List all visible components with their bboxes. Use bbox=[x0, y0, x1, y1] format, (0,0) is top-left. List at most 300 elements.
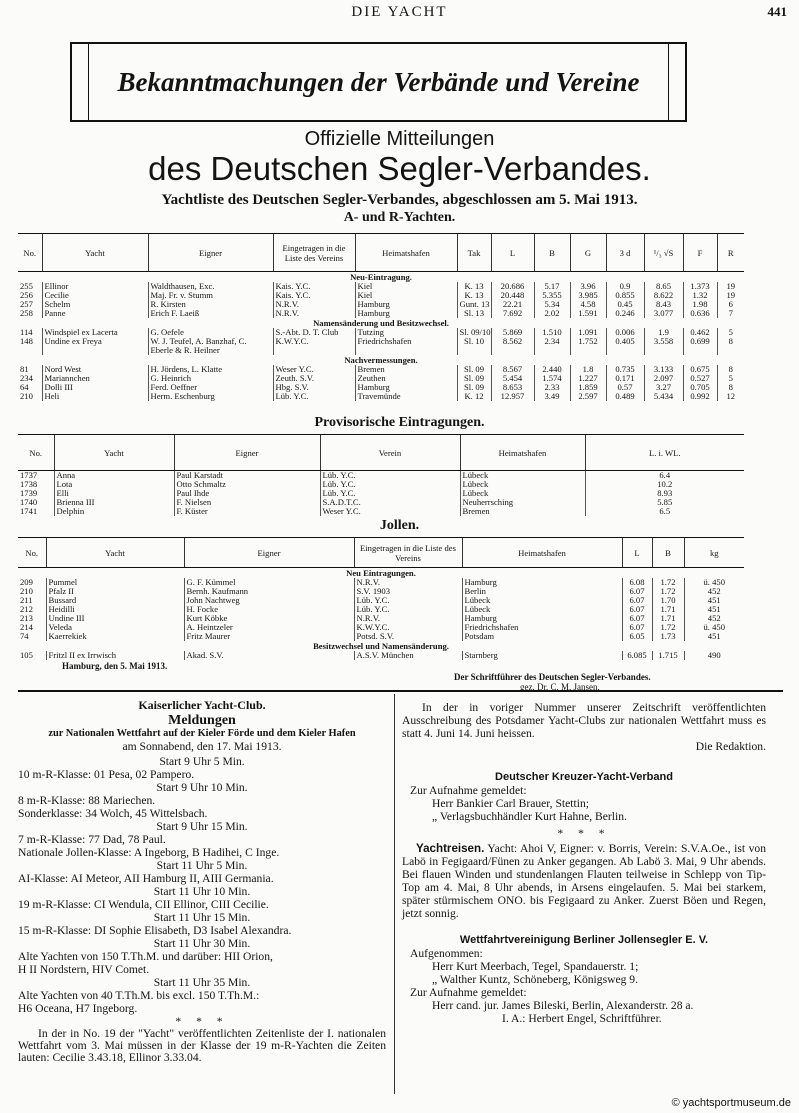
table-cell: 0.675 bbox=[683, 365, 717, 374]
table-cell: Lüb. Y.C. bbox=[354, 596, 462, 605]
yachtreisen-text: Yacht: Ahoi V, Eigner: v. Borris, Verein: S.V.A.Oe., ist von Labö in Fegigaard/Fünen zu Anker gegangen. Ab Labö 3. Mai, 9 Uhr abends. Bei flauen Winden und stundenlangen Flauten teilweise in Schlepp von Tip-Top am 4. Mai, 8 Uhr abends, in Arsens eingelaufen. 5. Mai bei starkem, später stürmischem ONO. bis Fegigaard zu Anker. Zuerst Böen und Regen, jetzt sonnig. bbox=[402, 842, 767, 920]
table-cell: Akad. S.V. bbox=[184, 651, 354, 660]
table-cell: Delphin bbox=[54, 507, 174, 516]
table-cell: 451 bbox=[684, 596, 744, 605]
table-cell: Sl. 09 bbox=[457, 374, 491, 383]
table-cell: Kaerrekiek bbox=[46, 632, 184, 641]
table-cell: ü. 450 bbox=[684, 578, 744, 587]
table-cell: 257 bbox=[20, 300, 33, 309]
table-cell: G. Oefele bbox=[148, 328, 273, 337]
table-row bbox=[18, 578, 744, 587]
section-label: Neu Eintragungen. bbox=[346, 568, 416, 578]
table-cell: Lübeck bbox=[460, 480, 585, 489]
table-row bbox=[18, 507, 744, 516]
member-line: Aufgenommen: bbox=[410, 947, 483, 960]
table-cell: Hamburg bbox=[355, 300, 457, 309]
column-header: R bbox=[717, 234, 744, 272]
member-line: Zur Aufnahme gemeldet: bbox=[410, 986, 527, 999]
table-cell: Lüb. Y.C. bbox=[320, 489, 460, 498]
table-cell: 1.859 bbox=[570, 383, 606, 392]
member-line: „ Walther Kuntz, Schöneberg, Königsweg 9. bbox=[432, 973, 638, 986]
class-entry: Nationale Jollen-Klasse: A Ingeborg, B Hadihei, C Inge. bbox=[18, 846, 280, 859]
table-cell: 1.510 bbox=[534, 328, 570, 337]
table-cell: 1.715 bbox=[652, 651, 684, 660]
table-cell: 0.992 bbox=[683, 392, 717, 401]
table-cell: 0.405 bbox=[606, 337, 644, 355]
table-row bbox=[18, 596, 744, 605]
column-header: No. bbox=[18, 435, 54, 471]
table-cell: 6 bbox=[717, 300, 744, 309]
table-cell: Heidilli bbox=[46, 605, 184, 614]
section-row bbox=[18, 318, 744, 328]
table-cell: 0.855 bbox=[606, 291, 644, 300]
table-cell: 0.9 bbox=[606, 282, 644, 291]
banner-text: Bekanntmachungen der Verbände und Vereine bbox=[88, 44, 669, 120]
table-cell: 1739 bbox=[20, 489, 38, 498]
table-cell: Neuherrsching bbox=[460, 498, 585, 507]
table-cell: 210 bbox=[20, 587, 33, 596]
jollensegler-heading: Wettfahrtvereinigung Berliner Jollensegler E. V. bbox=[459, 934, 709, 946]
table-cell: 5.454 bbox=[491, 374, 534, 383]
start-time: Start 11 Uhr 10 Min. bbox=[153, 885, 251, 898]
table-cell: 0.57 bbox=[606, 383, 644, 392]
table-cell: Hbg. S.V. bbox=[273, 383, 355, 392]
table-cell: K.W.Y.C. bbox=[354, 623, 462, 632]
table-cell: 1.72 bbox=[652, 623, 684, 632]
table-cell: 2.597 bbox=[570, 392, 606, 401]
table-cell: 22.21 bbox=[491, 300, 534, 309]
member-line: „ Verlagsbuchhändler Kurt Hahne, Berlin. bbox=[432, 810, 627, 823]
table-cell: Paul Ihde bbox=[174, 489, 320, 498]
table-cell: K. 13 bbox=[457, 291, 491, 300]
table-cell: 8 bbox=[717, 365, 744, 374]
event-date: am Sonnabend, den 17. Mai 1913. bbox=[122, 740, 282, 753]
section-row bbox=[18, 641, 744, 651]
table-cell: 8.562 bbox=[491, 337, 534, 355]
table-cell: Bussard bbox=[46, 596, 184, 605]
table-cell: Kiel bbox=[355, 291, 457, 300]
watermark: © yachtsportmuseum.de bbox=[671, 1097, 791, 1109]
table-cell: 0.462 bbox=[683, 328, 717, 337]
table-cell: Travemünde bbox=[355, 392, 457, 401]
member-line: Zur Aufnahme gemeldet: bbox=[410, 784, 527, 797]
table-cell: Zeuth. S.V. bbox=[273, 374, 355, 383]
table-cell: 210 bbox=[20, 392, 33, 401]
table-cell: 2.440 bbox=[534, 365, 570, 374]
table-cell: 1.227 bbox=[570, 374, 606, 383]
table-cell: Weser Y.C. bbox=[273, 365, 355, 374]
table-row bbox=[18, 605, 744, 614]
table-cell: Zeuthen bbox=[355, 374, 457, 383]
table-cell: Elli bbox=[54, 489, 174, 498]
ar-yachts-table bbox=[18, 233, 744, 401]
jollen-table bbox=[18, 537, 744, 660]
column-header: Heimatshafen bbox=[460, 435, 585, 471]
table-cell: 8.43 bbox=[644, 300, 683, 309]
table-cell: S.V. 1903 bbox=[354, 587, 462, 596]
start-time: Start 11 Uhr 15 Min. bbox=[153, 911, 251, 924]
table-cell: Ellinor bbox=[42, 282, 148, 291]
table-cell: 1.70 bbox=[652, 596, 684, 605]
table-cell: Bremen bbox=[355, 365, 457, 374]
table-cell: 2.097 bbox=[644, 374, 683, 383]
column-header: Eigner bbox=[184, 538, 354, 568]
table-cell: 1.73 bbox=[652, 632, 684, 641]
section-label: Neu-Eintragung. bbox=[350, 272, 412, 282]
table-cell: Friedrichshafen bbox=[462, 623, 622, 632]
table-cell: 255 bbox=[20, 282, 33, 291]
table-cell: 3.96 bbox=[570, 282, 606, 291]
table-cell: W. J. Teufel, A. Banzhaf, C. Eberle & R. Heilner bbox=[148, 337, 273, 355]
table-cell: 213 bbox=[20, 614, 33, 623]
table-cell: 8.65 bbox=[644, 282, 683, 291]
table-cell: 12.957 bbox=[491, 392, 534, 401]
yachtreisen-label: Yachtreisen. bbox=[416, 842, 485, 855]
table-row bbox=[18, 383, 744, 392]
table-cell: 1.71 bbox=[652, 614, 684, 623]
table-cell: S.A.D.T.C. bbox=[320, 498, 460, 507]
column-header: Yacht bbox=[54, 435, 174, 471]
table-row bbox=[18, 300, 744, 309]
table-cell: 1.373 bbox=[683, 282, 717, 291]
jollen-heading: Jollen. bbox=[379, 518, 420, 533]
subtitle-association: des Deutschen Segler-Verbandes. bbox=[148, 150, 651, 187]
table-cell: Veleda bbox=[46, 623, 184, 632]
table-cell: Waldthausen, Exc. bbox=[148, 282, 273, 291]
table-cell: Mariannchen bbox=[42, 374, 148, 383]
table-cell: 3.077 bbox=[644, 309, 683, 318]
table-cell: 7.692 bbox=[491, 309, 534, 318]
column-divider bbox=[394, 694, 395, 1094]
table-row bbox=[18, 480, 744, 489]
table-cell: 0.45 bbox=[606, 300, 644, 309]
separator-stars: * * * bbox=[175, 1015, 229, 1028]
table-cell: 5.17 bbox=[534, 282, 570, 291]
table-cell: F. Nielsen bbox=[174, 498, 320, 507]
provisional-heading: Provisorische Eintragungen. bbox=[314, 415, 485, 430]
column-header: No. bbox=[18, 234, 42, 272]
table-cell: 12 bbox=[717, 392, 744, 401]
class-entry: AI-Klasse: AI Meteor, AII Hamburg II, AIII Germania. bbox=[18, 872, 274, 885]
class-entry: 19 m-R-Klasse: CI Wendula, CII Ellinor, CIII Cecilie. bbox=[18, 898, 269, 911]
table-cell: Lüb. Y.C. bbox=[320, 471, 460, 481]
table-row bbox=[18, 291, 744, 300]
table-cell: 234 bbox=[20, 374, 33, 383]
table-cell: 256 bbox=[20, 291, 33, 300]
column-header: Heimatshafen bbox=[462, 538, 622, 568]
class-entry: 8 m-R-Klasse: 88 Mariechen. bbox=[18, 794, 156, 807]
table-cell: A.S.V. München bbox=[354, 651, 462, 660]
table-cell: Undine ex Freya bbox=[42, 337, 148, 355]
table-cell: 105 bbox=[20, 651, 33, 660]
table-cell: 1.574 bbox=[534, 374, 570, 383]
table-cell: Otto Schmaltz bbox=[174, 480, 320, 489]
table-row bbox=[18, 374, 744, 383]
page-number: 441 bbox=[767, 4, 787, 19]
event-title: zur Nationalen Wettfahrt auf der Kieler Förde und dem Kieler Hafen bbox=[48, 728, 356, 739]
table-row bbox=[18, 392, 744, 401]
table-cell: 5.34 bbox=[534, 300, 570, 309]
table-cell: 0.705 bbox=[683, 383, 717, 392]
table-cell: 258 bbox=[20, 309, 33, 318]
table-row bbox=[18, 489, 744, 498]
separator-stars-right: * * * bbox=[557, 827, 611, 840]
left-column bbox=[18, 699, 386, 1064]
column-header: B bbox=[534, 234, 570, 272]
subtitle-official: Offizielle Mitteilungen bbox=[304, 128, 495, 150]
table-cell: Fritzl II ex Irrwisch bbox=[46, 651, 184, 660]
start-time: Start 11 Uhr 35 Min. bbox=[153, 976, 251, 989]
table-cell: Anna bbox=[54, 471, 174, 481]
table-cell: 0.171 bbox=[606, 374, 644, 383]
table-cell: 3.558 bbox=[644, 337, 683, 355]
table-cell: Lüb. Y.C. bbox=[273, 392, 355, 401]
table-cell: 6.085 bbox=[622, 651, 652, 660]
table-cell: 6.07 bbox=[622, 614, 652, 623]
table-cell: Sl. 09 bbox=[457, 383, 491, 392]
table-cell: 2.34 bbox=[534, 337, 570, 355]
table-cell: N.R.V. bbox=[273, 300, 355, 309]
column-header: G bbox=[570, 234, 606, 272]
table-cell: H. Focke bbox=[184, 605, 354, 614]
table-cell: Gunt. 13 bbox=[457, 300, 491, 309]
column-header: F bbox=[683, 234, 717, 272]
start-time: Start 9 Uhr 15 Min. bbox=[156, 820, 248, 833]
table-row bbox=[18, 282, 744, 291]
table-cell: Ferd. Oeffner bbox=[148, 383, 273, 392]
table-cell: Lübeck bbox=[460, 489, 585, 498]
table-cell: Starnberg bbox=[462, 651, 622, 660]
table-cell: 0.636 bbox=[683, 309, 717, 318]
table-cell: Fritz Maurer bbox=[184, 632, 354, 641]
column-header: L bbox=[491, 234, 534, 272]
table-cell: 1741 bbox=[20, 507, 38, 516]
table-cell: 1.98 bbox=[683, 300, 717, 309]
table-cell: Dolli III bbox=[42, 383, 148, 392]
table-cell: R. Kirsten bbox=[148, 300, 273, 309]
table-cell: G. Heinrich bbox=[148, 374, 273, 383]
meldungen-heading: Meldungen bbox=[168, 713, 236, 728]
table-cell: 74 bbox=[20, 632, 29, 641]
class-entry: 7 m-R-Klasse: 77 Dad, 78 Paul. bbox=[18, 833, 166, 846]
column-header: Heimatshafen bbox=[355, 234, 457, 272]
table-cell: 214 bbox=[20, 623, 33, 632]
table-cell: 1.72 bbox=[652, 578, 684, 587]
table-cell: Potsd. S.V. bbox=[354, 632, 462, 641]
table-cell: 0.735 bbox=[606, 365, 644, 374]
table-cell: G. F. Kümmel bbox=[184, 578, 354, 587]
table-cell: 7 bbox=[717, 309, 744, 318]
table-cell: 0.489 bbox=[606, 392, 644, 401]
table-cell: Hamburg bbox=[462, 578, 622, 587]
table-cell: Lüb. Y.C. bbox=[354, 605, 462, 614]
table-cell: 8.567 bbox=[491, 365, 534, 374]
table-cell: 3.27 bbox=[644, 383, 683, 392]
table-row bbox=[18, 587, 744, 596]
class-entry: Sonderklasse: 34 Wolch, 45 Wittelsbach. bbox=[18, 807, 208, 820]
table-cell: 0.006 bbox=[606, 328, 644, 337]
table-cell: K. 13 bbox=[457, 282, 491, 291]
section-row bbox=[18, 272, 744, 283]
table-cell: 6.07 bbox=[622, 596, 652, 605]
table-cell: Berlin bbox=[462, 587, 622, 596]
table-cell: 3.133 bbox=[644, 365, 683, 374]
table-cell: 6.07 bbox=[622, 587, 652, 596]
table-row bbox=[18, 337, 744, 355]
running-header-title: DIE YACHT bbox=[351, 4, 448, 20]
table-cell: S.-Abt. D. T. Club bbox=[273, 328, 355, 337]
table-cell: 3.49 bbox=[534, 392, 570, 401]
table-cell: 20.686 bbox=[491, 282, 534, 291]
table-cell: ü. 450 bbox=[684, 623, 744, 632]
table-cell: 1.9 bbox=[644, 328, 683, 337]
section-row bbox=[18, 568, 744, 579]
table-cell: 1738 bbox=[20, 480, 38, 489]
section-label: Nachvermessungen. bbox=[344, 355, 418, 365]
class-entry: 10 m-R-Klasse: 01 Pesa, 02 Pampero. bbox=[18, 768, 195, 781]
table-cell: 6.07 bbox=[622, 605, 652, 614]
table-cell: Schelm bbox=[42, 300, 148, 309]
right-column bbox=[402, 701, 766, 1025]
table-cell: Sl. 13 bbox=[457, 309, 491, 318]
table-cell: A. Heintzeler bbox=[184, 623, 354, 632]
yachtreisen-paragraph bbox=[402, 842, 766, 920]
table-cell: Heli bbox=[42, 392, 148, 401]
table-cell: Hamburg bbox=[462, 614, 622, 623]
section-divider bbox=[18, 690, 783, 692]
table-cell: 0.527 bbox=[683, 374, 717, 383]
column-header: B bbox=[652, 538, 684, 568]
column-header: kg bbox=[684, 538, 744, 568]
kreuzer-verband-heading: Deutscher Kreuzer-Yacht-Verband bbox=[495, 771, 673, 783]
table-cell: Sl. 09/10 bbox=[457, 328, 491, 337]
table-cell: 6.5 bbox=[585, 507, 744, 516]
table-cell: 452 bbox=[684, 587, 744, 596]
member-line: Herr cand. jur. James Bileski, Berlin, Alexanderstr. 28 a. bbox=[432, 999, 694, 1012]
table-cell: 5.85 bbox=[585, 498, 744, 507]
table-cell: 8.653 bbox=[491, 383, 534, 392]
table-cell: Paul Karstadt bbox=[174, 471, 320, 481]
table-cell: Lüb. Y.C. bbox=[320, 480, 460, 489]
table-row bbox=[18, 632, 744, 641]
column-header: Eigner bbox=[148, 234, 273, 272]
table-cell: 1.32 bbox=[683, 291, 717, 300]
table-cell: 2.02 bbox=[534, 309, 570, 318]
table-cell: Bremen bbox=[460, 507, 585, 516]
table-cell: Kiel bbox=[355, 282, 457, 291]
table-cell: 209 bbox=[20, 578, 33, 587]
column-header: 3 d bbox=[606, 234, 644, 272]
table-cell: John Nachtweg bbox=[184, 596, 354, 605]
table-cell: Undine III bbox=[46, 614, 184, 623]
table-cell: H. Jördens, L. Klatte bbox=[148, 365, 273, 374]
yacht-list-subtitle: A- und R-Yachten. bbox=[343, 210, 456, 225]
column-header: Yacht bbox=[42, 234, 148, 272]
table-cell: 1.091 bbox=[570, 328, 606, 337]
column-header: Yacht bbox=[46, 538, 184, 568]
table-cell: 212 bbox=[20, 605, 33, 614]
table-cell: Lübeck bbox=[462, 605, 622, 614]
table-cell: Tutzing bbox=[355, 328, 457, 337]
table-cell: Nord West bbox=[42, 365, 148, 374]
table-cell: Maj. Fr. v. Stumm bbox=[148, 291, 273, 300]
table-cell: 5.355 bbox=[534, 291, 570, 300]
table-cell: Friedrichshafen bbox=[355, 337, 457, 355]
table-cell: K.W.Y.C. bbox=[273, 337, 355, 355]
table-cell: 452 bbox=[684, 614, 744, 623]
table-cell: 0.246 bbox=[606, 309, 644, 318]
table-cell: Hamburg bbox=[355, 383, 457, 392]
table-cell: Kais. Y.C. bbox=[273, 291, 355, 300]
table-cell: 20.448 bbox=[491, 291, 534, 300]
table-cell: 4.58 bbox=[570, 300, 606, 309]
club-name: Kaiserlicher Yacht-Club. bbox=[138, 698, 266, 712]
table-row bbox=[18, 309, 744, 318]
table-cell: Pfalz II bbox=[46, 587, 184, 596]
table-row bbox=[18, 614, 744, 623]
footer-place-date: Hamburg, den 5. Mai 1913. bbox=[62, 661, 168, 671]
table-cell: 1.71 bbox=[652, 605, 684, 614]
table-cell: N.R.V. bbox=[354, 614, 462, 623]
table-cell: Panne bbox=[42, 309, 148, 318]
footer-signature-name: gez. Dr. C. M. Jansen. bbox=[520, 682, 600, 692]
table-cell: 1.72 bbox=[652, 587, 684, 596]
column-header: Eingetragen in die Liste des Vereins bbox=[354, 538, 462, 568]
column-header: Verein bbox=[320, 435, 460, 471]
member-line: Herr Bankier Carl Brauer, Stettin; bbox=[432, 797, 589, 810]
column-header: L. i. WL. bbox=[585, 435, 744, 471]
table-cell: Herm. Eschenburg bbox=[148, 392, 273, 401]
table-cell: 1.591 bbox=[570, 309, 606, 318]
table-cell: 6.4 bbox=[585, 471, 744, 481]
table-cell: Cecilie bbox=[42, 291, 148, 300]
table-cell: Bernh. Kaufmann bbox=[184, 587, 354, 596]
table-row bbox=[18, 651, 744, 660]
yacht-list-title: Yachtliste des Deutschen Segler-Verbandes, abgeschlossen am 5. Mai 1913. bbox=[161, 192, 638, 208]
table-cell: 1740 bbox=[20, 498, 38, 507]
table-cell: Pummel bbox=[46, 578, 184, 587]
table-cell: F. Küster bbox=[174, 507, 320, 516]
table-cell: 1737 bbox=[20, 470, 38, 480]
table-cell: Hamburg bbox=[355, 309, 457, 318]
table-cell: Windspiel ex Lacerta bbox=[42, 328, 148, 337]
table-cell: 19 bbox=[717, 282, 744, 291]
table-cell: Potsdam bbox=[462, 632, 622, 641]
editor-signature: Die Redaktion. bbox=[695, 740, 766, 753]
table-cell: 6.08 bbox=[622, 578, 652, 587]
column-header: Eingetragen in die Liste des Vereins bbox=[273, 234, 355, 272]
table-cell: 114 bbox=[20, 328, 33, 337]
table-row bbox=[18, 471, 744, 481]
table-cell: Sl. 09 bbox=[457, 365, 491, 374]
table-cell: Sl. 10 bbox=[457, 337, 491, 355]
class-entry: H II Nordstern, HIV Comet. bbox=[18, 963, 150, 976]
class-entry: Alte Yachten von 40 T.Th.M. bis excl. 150 T.Th.M.: bbox=[18, 989, 260, 1002]
table-cell: Lübeck bbox=[460, 471, 585, 481]
member-line: I. A.: Herbert Engel, Schriftführer. bbox=[502, 1012, 662, 1025]
footer-signature-title: Der Schriftführer des Deutschen Segler-Verbandes. bbox=[454, 672, 651, 682]
start-time: Start 11 Uhr 5 Min. bbox=[156, 859, 248, 872]
table-cell: N.R.V. bbox=[273, 309, 355, 318]
provisional-table bbox=[18, 434, 744, 516]
table-row bbox=[18, 365, 744, 374]
column-header: L bbox=[622, 538, 652, 568]
section-row bbox=[18, 355, 744, 365]
table-cell: 10.2 bbox=[585, 480, 744, 489]
class-entry: 15 m-R-Klasse: DI Sophie Elisabeth, D3 Isabel Alexandra. bbox=[18, 924, 292, 937]
table-row bbox=[18, 328, 744, 337]
section-label: Besitzwechsel und Namensänderung. bbox=[313, 641, 449, 651]
